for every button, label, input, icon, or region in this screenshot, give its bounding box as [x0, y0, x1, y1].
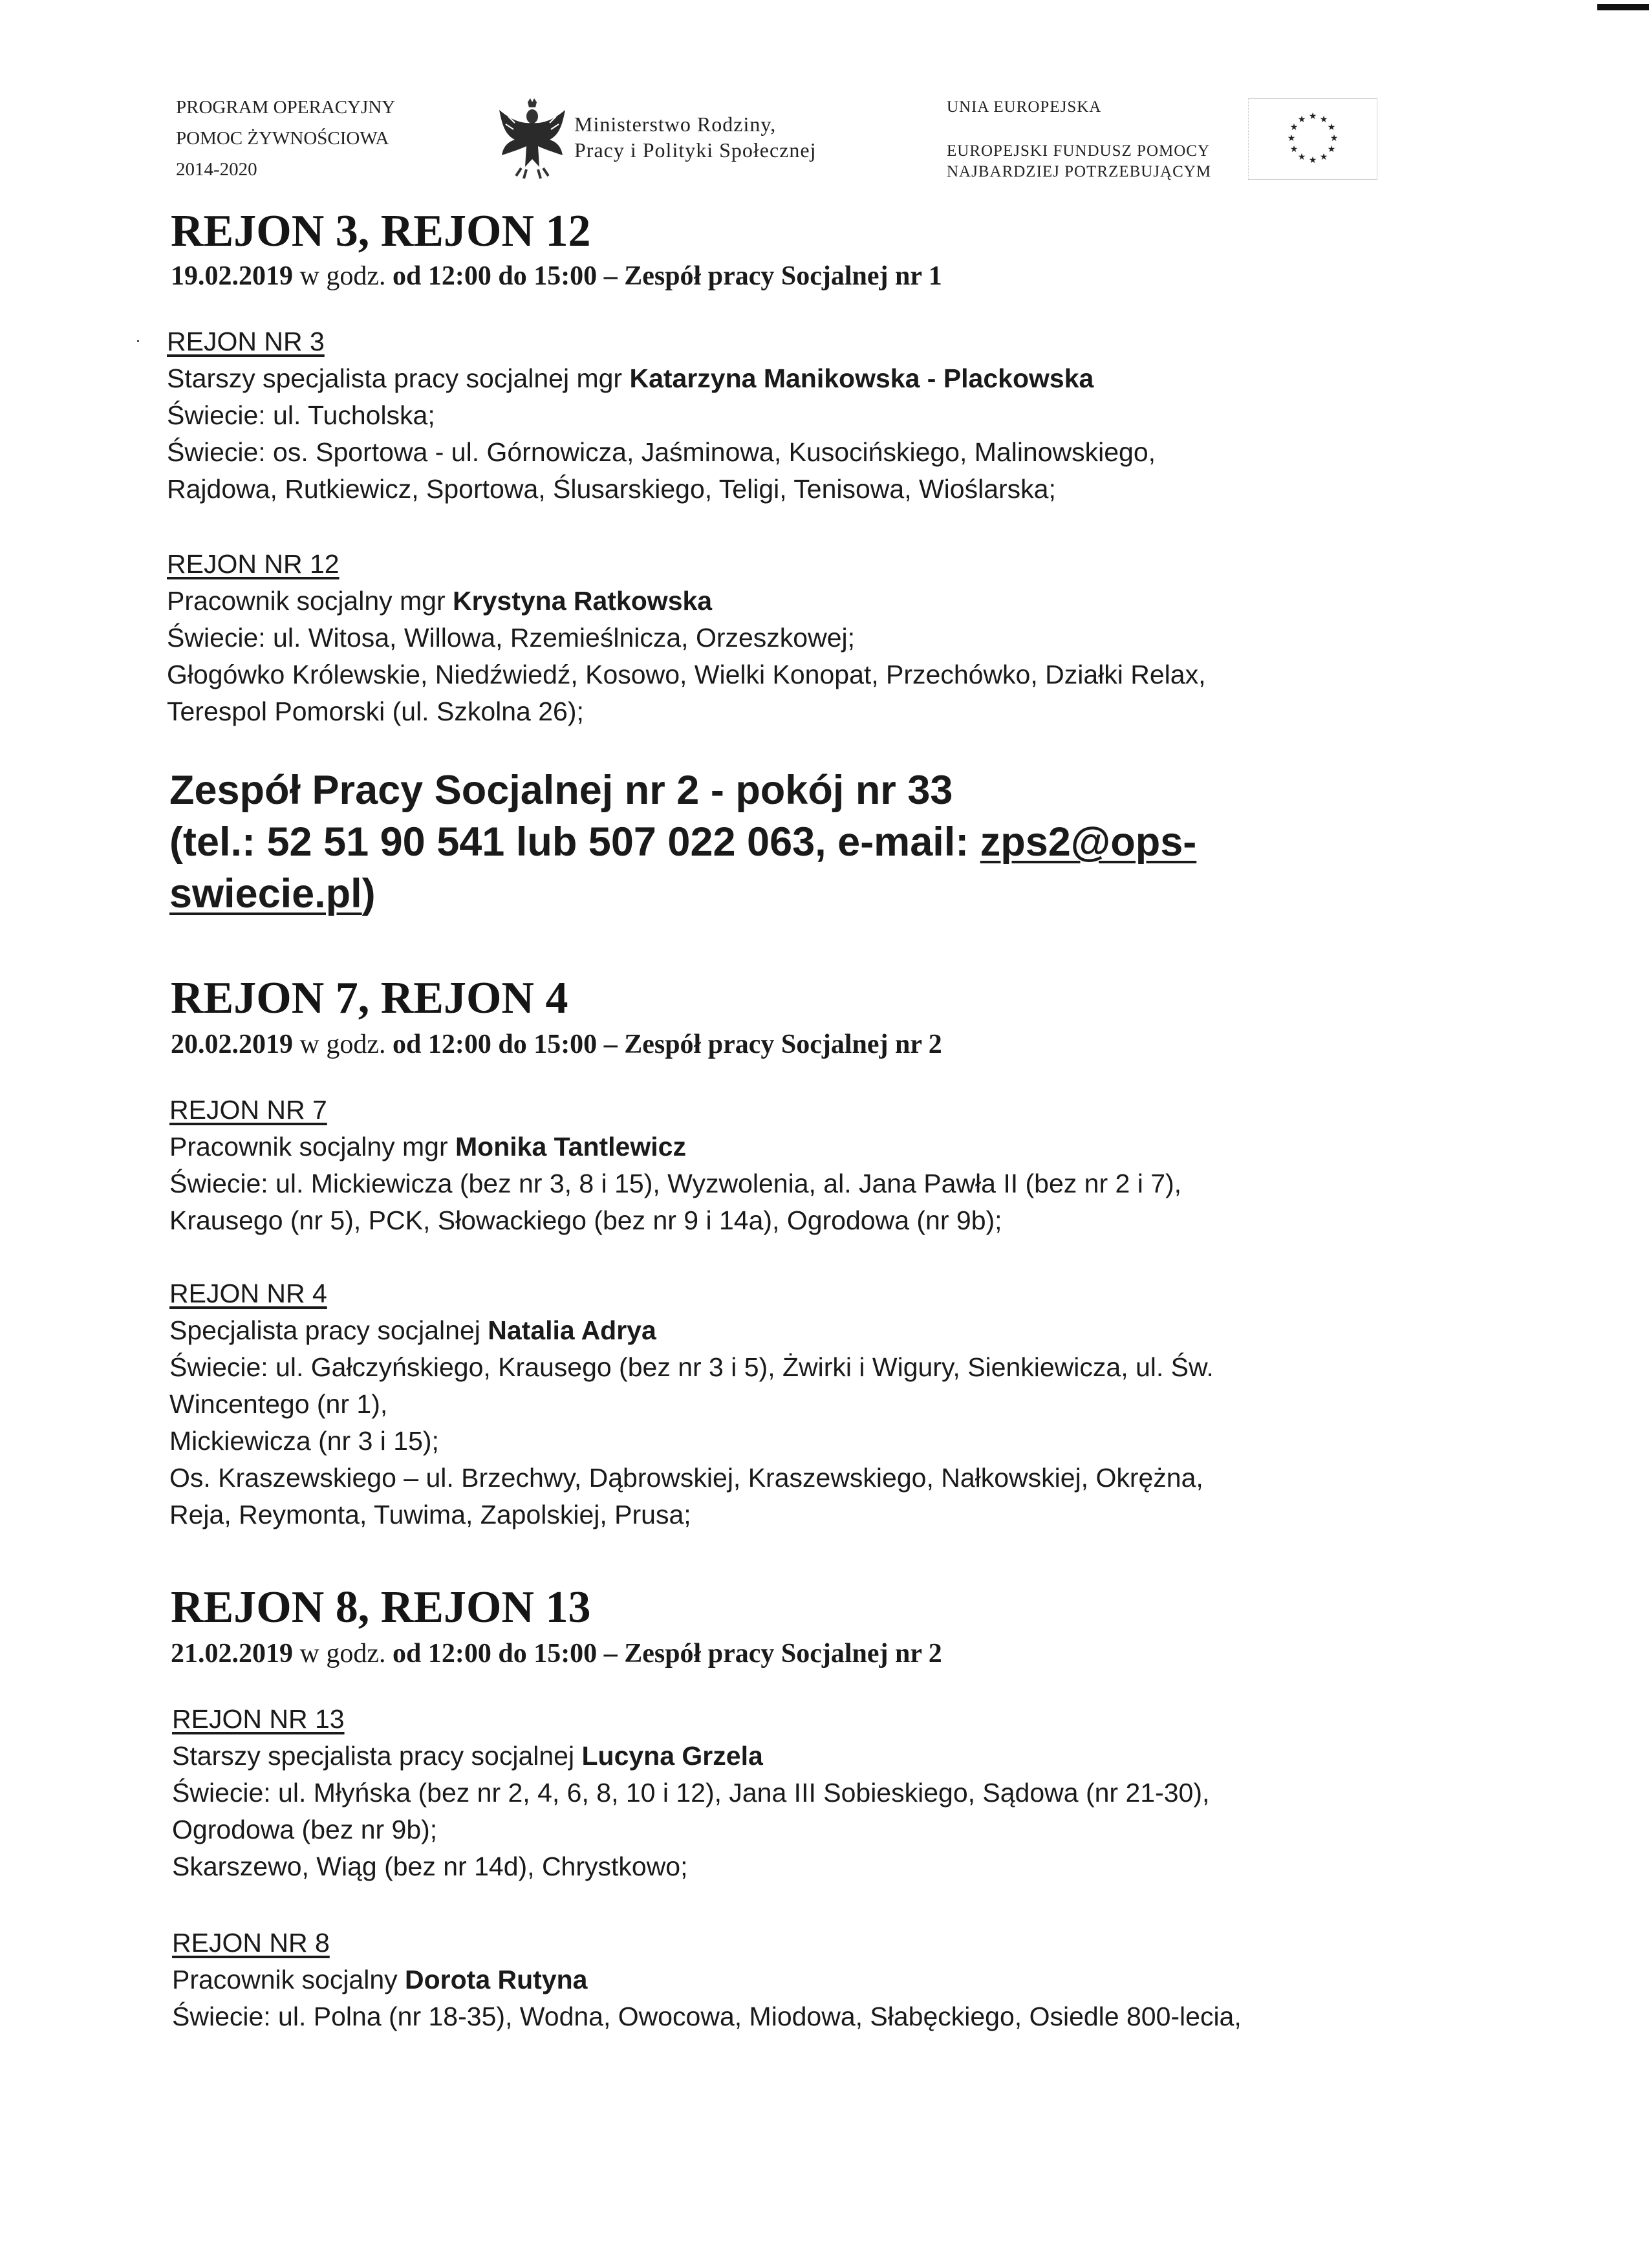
region-streets-line: Os. Kraszewskiego – ul. Brzechwy, Dąbrowskiej, Kraszewskiego, Nałkowskiej, Okrężna,: [169, 1463, 1203, 1493]
region-streets-line: Głogówko Królewskie, Niedźwiedź, Kosowo, Wielki Konopat, Przechówko, Działki Relax,: [167, 660, 1206, 689]
region-streets-line: Ogrodowa (bez nr 9b);: [172, 1815, 438, 1844]
svg-text:★: ★: [1289, 122, 1299, 133]
eu-fund-line: NAJBARDZIEJ POTRZEBUJĄCYM: [947, 163, 1212, 180]
zps-email-link-cont[interactable]: swiecie.pl: [169, 871, 362, 916]
region-block: [169, 1275, 1214, 1533]
region-worker: [169, 1129, 1181, 1165]
region-streets-line: Świecie: ul. Młyńska (bez nr 2, 4, 6, 8, 10 i 12), Jana III Sobieskiego, Sądowa (nr 21-30),: [172, 1778, 1210, 1808]
section-title: REJON 7, REJON 4: [171, 973, 568, 1023]
region-block: [167, 323, 1156, 508]
region-streets-line: Świecie: ul. Witosa, Willowa, Rzemieślnicza, Orzeszkowej;: [167, 623, 855, 653]
region-streets-line: Rajdowa, Rutkiewicz, Sportowa, Ślusarskiego, Teligi, Tenisowa, Wioślarska;: [167, 474, 1056, 504]
svg-text:★: ★: [1319, 114, 1328, 125]
region-worker: [167, 583, 1206, 620]
section-hours: od 12:00 do 15:00: [392, 261, 598, 291]
worker-name: Krystyna Ratkowska: [453, 586, 713, 616]
section-date: 20.02.2019: [171, 1030, 293, 1059]
svg-text:★: ★: [1297, 114, 1306, 125]
worker-role: Starszy specjalista pracy socjalnej: [172, 1741, 582, 1771]
section-hours: od 12:00 do 15:00: [392, 1030, 598, 1059]
zps-email-link[interactable]: zps2@ops-: [980, 819, 1197, 865]
zps-contact: [169, 764, 1196, 920]
section-dateline: [171, 260, 942, 292]
region-streets-line: Terespol Pomorski (ul. Szkolna 26);: [167, 697, 584, 726]
svg-text:★: ★: [1319, 152, 1328, 162]
region-streets-line: Świecie: ul. Gałczyńskiego, Krausego (bez nr 3 i 5), Żwirki i Wigury, Sienkiewicza, ul. Św.: [169, 1352, 1214, 1382]
svg-text:★: ★: [1308, 111, 1317, 122]
region-streets-line: Mickiewicza (nr 3 i 15);: [169, 1426, 439, 1456]
region-block: [172, 1925, 1242, 2035]
worker-name: Lucyna Grzela: [581, 1741, 763, 1771]
region-label: REJON NR 3: [167, 327, 325, 356]
eu-title: UNIA EUROPEJSKA: [947, 98, 1102, 116]
ministry-line: Pracy i Polityki Społecznej: [574, 138, 817, 162]
region-streets-line: Wincentego (nr 1),: [169, 1389, 388, 1419]
region-worker: [172, 1738, 1209, 1775]
section-team: – Zespół pracy Socjalnej nr 2: [603, 1639, 942, 1669]
section-w-godz: w godz.: [299, 1639, 386, 1669]
worker-role: Pracownik socjalny mgr: [169, 1132, 456, 1161]
region-streets-line: Skarszewo, Wiąg (bez nr 14d), Chrystkowo;: [172, 1852, 688, 1881]
ministry-name: [574, 111, 817, 163]
section-w-godz: w godz.: [299, 1030, 386, 1059]
program-line: POMOC ŻYWNOŚCIOWA: [176, 128, 389, 149]
svg-text:★: ★: [1327, 144, 1336, 155]
region-label: REJON NR 13: [172, 1704, 345, 1734]
program-line: 2014-2020: [176, 159, 257, 180]
program-line: PROGRAM OPERACYJNY: [176, 97, 396, 118]
section-title: REJON 3, REJON 12: [171, 206, 591, 256]
eu-stars-icon: [1249, 99, 1377, 179]
section-date: 21.02.2019: [171, 1639, 293, 1669]
zps-close-paren: ): [361, 871, 376, 916]
eu-fund-line: EUROPEJSKI FUNDUSZ POMOCY: [947, 142, 1211, 160]
eu-header: [947, 97, 1211, 182]
scan-corner-mark: [1597, 4, 1649, 10]
program-header: [176, 92, 395, 185]
zps-line: [169, 816, 1196, 868]
region-label: REJON NR 8: [172, 1928, 330, 1958]
worker-name: Dorota Rutyna: [405, 1965, 588, 1994]
section-dateline: [171, 1028, 942, 1061]
svg-text:★: ★: [1297, 152, 1306, 162]
worker-role: Pracownik socjalny mgr: [167, 586, 453, 616]
svg-text:★: ★: [1327, 122, 1336, 133]
zps-phone: (tel.: 52 51 90 541 lub 507 022 063, e-mail:: [169, 819, 980, 865]
section-date: 19.02.2019: [171, 261, 293, 291]
region-block: [169, 1092, 1181, 1239]
polish-eagle-emblem-icon: [495, 97, 569, 181]
eu-flag: [1248, 98, 1377, 180]
svg-text:★: ★: [1287, 133, 1296, 144]
region-streets-line: Świecie: os. Sportowa - ul. Górnowicza, Jaśminowa, Kusocińskiego, Malinowskiego,: [167, 437, 1156, 467]
section-dateline: [171, 1637, 942, 1670]
region-block: [172, 1701, 1209, 1885]
region-label: REJON NR 7: [169, 1095, 327, 1125]
worker-name: Katarzyna Manikowska - Plackowska: [629, 363, 1094, 393]
section-w-godz: w godz.: [299, 261, 386, 291]
svg-text:★: ★: [1330, 133, 1339, 144]
region-label: REJON NR 4: [169, 1279, 327, 1308]
region-label: REJON NR 12: [167, 549, 339, 579]
zps-line: [169, 868, 1196, 920]
region-worker: [167, 360, 1156, 397]
region-streets-line: Świecie: ul. Polna (nr 18-35), Wodna, Owocowa, Miodowa, Słabęckiego, Osiedle 800-lecia,: [172, 2002, 1242, 2031]
worker-role: Pracownik socjalny: [172, 1965, 405, 1994]
section-hours: od 12:00 do 15:00: [392, 1639, 598, 1669]
region-streets-line: Świecie: ul. Mickiewicza (bez nr 3, 8 i 15), Wyzwolenia, al. Jana Pawła II (bez nr 2 i 7),: [169, 1169, 1182, 1198]
region-streets-line: Krausego (nr 5), PCK, Słowackiego (bez nr 9 i 14a), Ogrodowa (nr 9b);: [169, 1205, 1002, 1235]
region-streets-line: Reja, Reymonta, Tuwima, Zapolskiej, Prusa;: [169, 1500, 691, 1529]
zps-line: Zespół Pracy Socjalnej nr 2 - pokój nr 33: [169, 768, 953, 813]
section-title: REJON 8, REJON 13: [171, 1582, 591, 1632]
svg-text:★: ★: [1308, 155, 1317, 166]
worker-name: Natalia Adrya: [488, 1315, 656, 1345]
region-streets-line: Świecie: ul. Tucholska;: [167, 400, 435, 430]
worker-role: Specjalista pracy socjalnej: [169, 1315, 488, 1345]
region-worker: [169, 1312, 1214, 1349]
scan-mark: [137, 340, 139, 342]
section-team: – Zespół pracy Socjalnej nr 1: [603, 261, 942, 291]
ministry-line: Ministerstwo Rodziny,: [574, 113, 777, 136]
worker-role: Starszy specjalista pracy socjalnej mgr: [167, 363, 630, 393]
worker-name: Monika Tantlewicz: [455, 1132, 686, 1161]
region-worker: [172, 1961, 1242, 1998]
region-block: [167, 546, 1206, 730]
section-team: – Zespół pracy Socjalnej nr 2: [603, 1030, 942, 1059]
svg-text:★: ★: [1289, 144, 1299, 155]
